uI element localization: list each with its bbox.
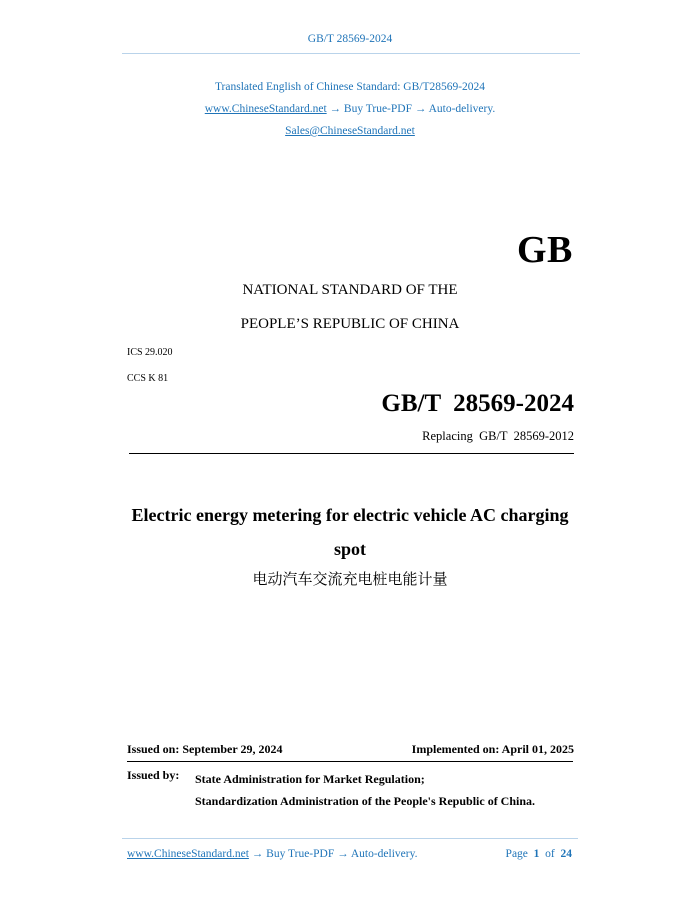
issuing-authority-1: State Administration for Market Regulation; xyxy=(195,772,425,786)
page-indicator xyxy=(506,848,572,860)
auto-delivery-text: Auto-delivery. xyxy=(426,103,496,115)
issued-on-date: Issued on: September 29, 2024 xyxy=(127,742,283,756)
arrow-icon: → xyxy=(251,848,264,860)
replacing-note: Replacing GB/T 28569-2012 xyxy=(422,429,574,443)
page-current: 1 xyxy=(533,848,540,860)
header-divider xyxy=(122,53,580,54)
header-title: GB/T 28569-2024 xyxy=(307,33,393,45)
email-line xyxy=(0,120,700,142)
title-line-2: spot xyxy=(333,539,366,559)
arrow-icon: → xyxy=(329,103,342,115)
title-line-1: Electric energy metering for electric vehicle AC charging xyxy=(131,505,569,525)
translation-notice xyxy=(0,76,700,142)
buy-text: Buy True-PDF xyxy=(341,103,415,115)
page-label: Page xyxy=(505,848,528,860)
footer-divider xyxy=(122,838,578,839)
ccs-code: CCS K 81 xyxy=(127,373,169,384)
issuing-authorities xyxy=(195,768,535,812)
site-link[interactable]: www.ChineseStandard.net xyxy=(204,103,327,115)
dates-divider xyxy=(127,761,573,762)
footer-buy-line xyxy=(127,848,418,860)
title-divider xyxy=(129,453,574,454)
buy-line xyxy=(0,98,700,120)
translation-notice-line: Translated English of Chinese Standard: GB/T28569-2024 xyxy=(214,81,486,93)
implemented-on-date: Implemented on: April 01, 2025 xyxy=(411,742,574,756)
footer-buy-text: Buy True-PDF xyxy=(263,848,338,860)
footer-auto-delivery-text: Auto-delivery. xyxy=(348,848,418,860)
standard-number: GB/T 28569-2024 xyxy=(381,390,574,417)
arrow-icon: → xyxy=(414,103,427,115)
ics-code: ICS 29.020 xyxy=(127,347,173,358)
document-title-english xyxy=(0,498,700,566)
national-standard-line2: PEOPLE’S REPUBLIC OF CHINA xyxy=(240,316,460,332)
document-title-chinese: 电动汽车交流充电桩电能计量 xyxy=(252,570,448,588)
national-standard-line1: NATIONAL STANDARD OF THE xyxy=(242,282,458,298)
arrow-icon: → xyxy=(337,848,349,860)
footer-site-link[interactable]: www.ChineseStandard.net xyxy=(127,848,249,860)
page-of: of xyxy=(545,848,555,860)
email-link[interactable]: Sales@ChineseStandard.net xyxy=(285,125,415,137)
issued-by-label: Issued by: xyxy=(127,768,180,782)
gb-logo: GB xyxy=(517,229,573,271)
issuing-authority-2: Standardization Administration of the People's Republic of China. xyxy=(195,794,536,808)
page-total: 24 xyxy=(560,848,572,860)
